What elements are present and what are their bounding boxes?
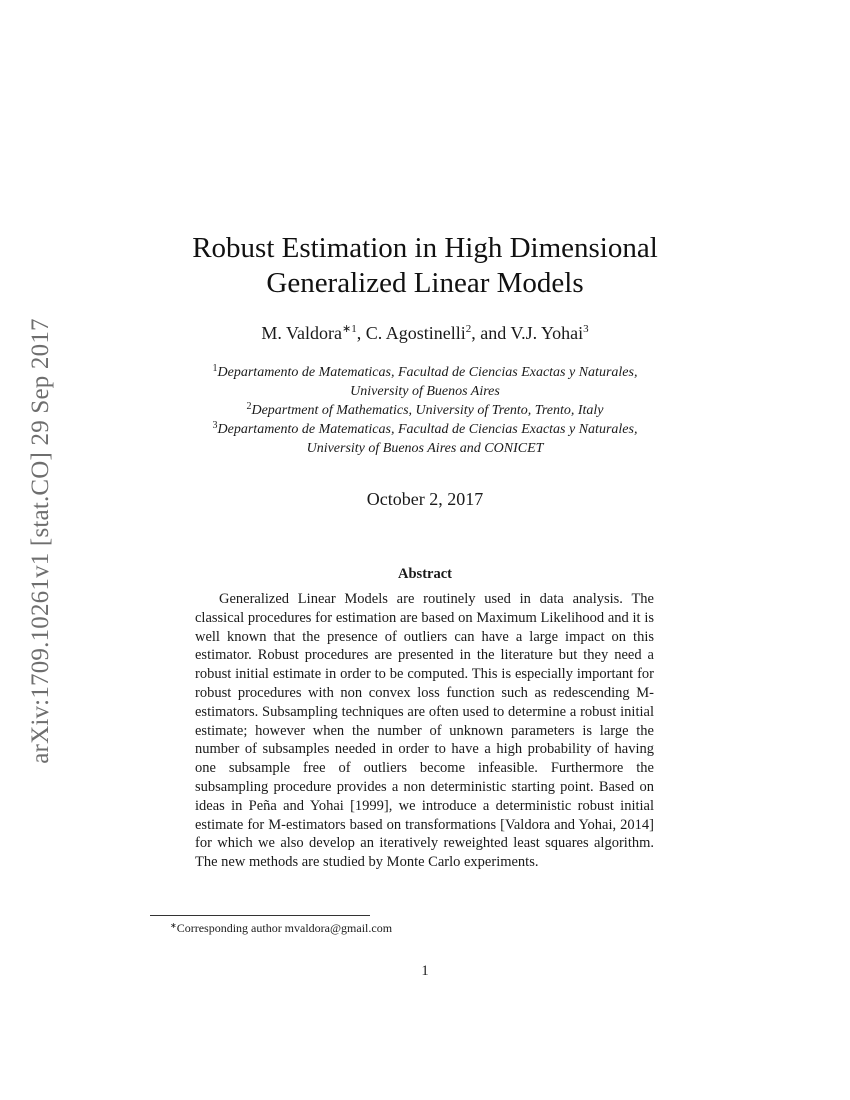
affiliation-list <box>150 363 700 458</box>
affiliation-line: University of Buenos Aires <box>350 384 500 399</box>
page-number: 1 <box>421 963 429 979</box>
affiliation-mark: 2 <box>246 401 252 412</box>
author-list <box>150 322 700 344</box>
footnote-mark: ∗ <box>170 921 177 930</box>
affiliation-text: Departamento de Matematicas, Facultad de Ciencias Exactas y Naturales, <box>217 422 638 437</box>
paper-title <box>150 231 700 301</box>
title-line-1: Robust Estimation in High Dimensional <box>192 232 658 264</box>
affiliation-mark: 3 <box>212 420 218 431</box>
paper-date: October 2, 2017 <box>366 489 484 509</box>
author-separator: , and <box>471 323 511 343</box>
affiliation-text: Departamento de Matematicas, Facultad de Ciencias Exactas y Naturales, <box>217 365 638 380</box>
abstract-heading: Abstract <box>398 566 452 582</box>
author-name: C. Agostinelli <box>365 323 466 343</box>
abstract-text: Generalized Linear Models are routinely used in data analysis. The classical procedures for estimation are based on Maximum Likelihood and it is well known that the presence of outliers can have a large impact on this estimator. Robust procedures are presented in the literature but they need a robust initial estimate in order to be computed. This is especially important for robust procedures with non convex loss function such as redescending M-estimators. Subsampling techniques are often used to determine a robust initial estimate; however when the number of unknown parameters is large the number of subsamples needed in order to have a high probability of having one subsample free of outliers become infeasible. Furthermore the subsampling procedure provides a non deterministic starting point. Based on ideas in Peña and Yohai [1999], we introduce a deterministic robust initial estimate for M-estimators based on transformations [Valdora and Yohai, 2014] for which we also develop an iteratively reweighted least squares algorithm. The new methods are studied by Monte Carlo experiments. <box>195 591 654 871</box>
author-mark: 3 <box>583 323 589 335</box>
affiliation-text: Department of Mathematics, University of Trento, Trento, Italy <box>251 403 604 418</box>
affiliation-line <box>150 401 700 420</box>
author-mark: 2 <box>465 323 472 335</box>
arxiv-stamp-text: arXiv:1709.10261v1 [stat.CO] 29 Sep 2017 <box>27 318 54 764</box>
affiliation-line <box>150 420 700 439</box>
author-name: V.J. Yohai <box>510 323 584 343</box>
title-line-2: Generalized Linear Models <box>266 267 584 299</box>
footnote <box>170 921 670 936</box>
affiliation-mark: 1 <box>212 363 218 374</box>
author-name: M. Valdora <box>261 323 343 343</box>
footnote-text: Corresponding author mvaldora@gmail.com <box>176 921 393 935</box>
affiliation-line <box>150 363 700 382</box>
affiliation-line: University of Buenos Aires and CONICET <box>306 441 544 456</box>
footnote-rule <box>150 915 370 916</box>
author-mark: ∗1 <box>342 323 357 335</box>
author-separator: , <box>356 323 366 343</box>
